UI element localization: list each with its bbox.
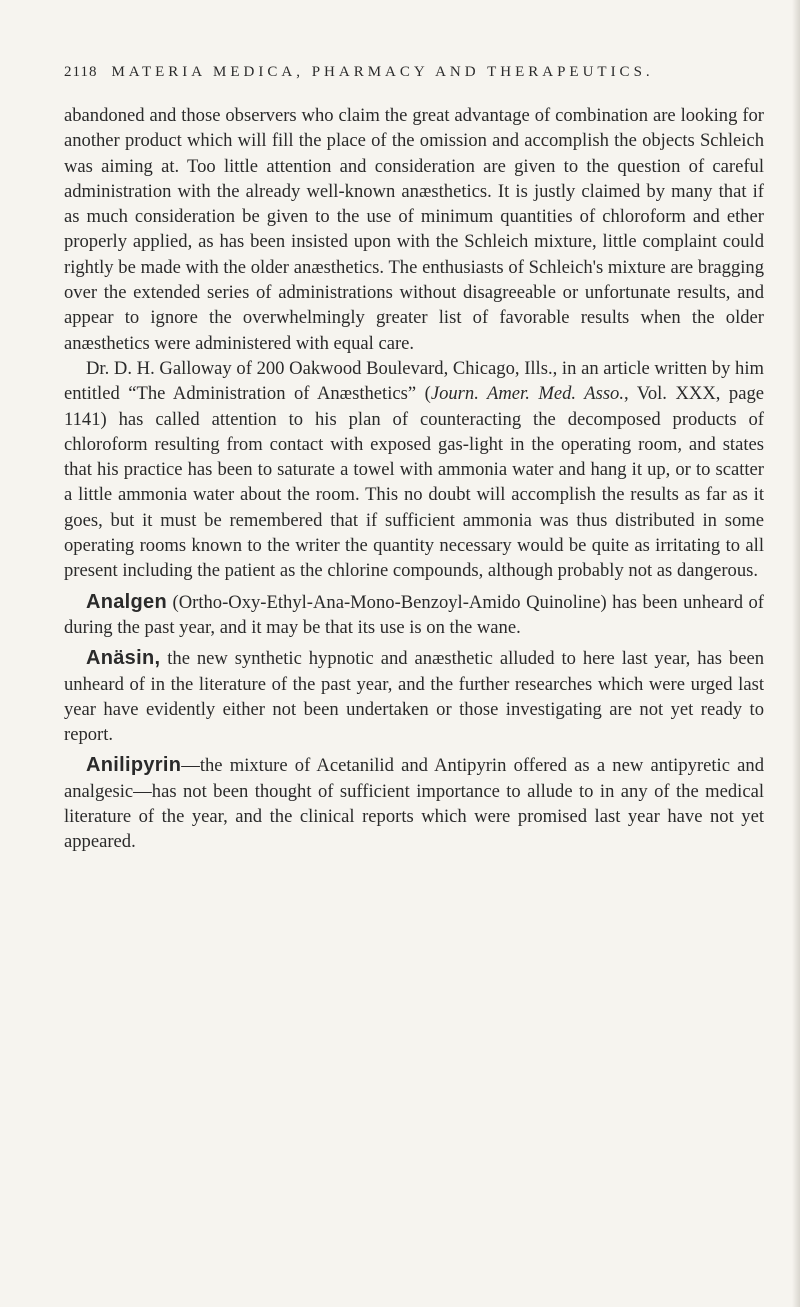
page-number: 2118 — [64, 64, 98, 80]
entry-anilipyrin — [64, 753, 764, 854]
entry-text: the new synthetic hypnotic and anæsthetic alluded to here last year, has been unheard of in the literature of the past year, and the further researches which were urged last year have evidently either not been undertaken or those investigating are not yet ready to report. — [64, 648, 764, 746]
page-edge-shadow — [792, 0, 800, 1307]
entry-term: Anilipyrin — [86, 754, 182, 777]
entry-text: (Ortho-Oxy-Ethyl-Ana-Mono-Benzoyl-Amido Quinoline) has been unheard of during the past year, and it may be that its use is on the wane. — [64, 591, 764, 638]
entry-text: —the mixture of Acetanilid and Antipyrin offered as a new antipyretic and analgesic—has not been thought of sufficient importance to allude to in any of the medical literature of the year, and the clinical reports which were promised last year have not yet appeared. — [64, 755, 764, 853]
entry-anasin — [64, 646, 764, 747]
book-page — [64, 64, 764, 855]
entry-analgen — [64, 590, 764, 641]
running-title: MATERIA MEDICA, PHARMACY AND THERAPEUTICS. — [111, 64, 654, 80]
running-head — [64, 64, 764, 81]
paragraph-text: Dr. D. H. Galloway of 200 Oakwood Boulevard, Chicago, Ills., in an article written by him entitled “The Administration of Anæsthetics” ( — [64, 357, 764, 405]
paragraph-galloway — [64, 356, 764, 584]
journal-citation: Journ. Amer. Med. Asso. — [430, 383, 624, 405]
entry-term: Anäsin, — [86, 647, 161, 670]
paragraph-text: , Vol. XXX, page 1141) has called attention to his plan of counteracting the decomposed products of chloroform resulting from contact with exposed gas-light in the operating room, and states that his practice has been to saturate a towel with ammonia water and hang it up, or to scatter a little ammonia water about the room. This no doubt will accomplish the results as far as it goes, but it must be remembered that if sufficient ammonia was thus distributed in some operating rooms known to the writer the quantity necessary would be quite as irritating to all present including the patient as the chlorine compounds, although probably not as dangerous. — [64, 383, 764, 582]
entry-term: Analgen — [86, 590, 167, 613]
paragraph-continuation: abandoned and those observers who claim the great advantage of combination are looking for another product which will fill the place of the omission and accomplish the objects Schleich was aiming at. Too little attention and consideration are given to the question of careful administration with the already well-known anæsthetics. It is justly claimed by many that if as much consideration be given to the use of minimum quantities of chloroform and ether properly applied, as has been insisted upon with the Schleich mixture, little complaint could rightly be made with the older anæsthetics. The enthusiasts of Schleich's mixture are bragging over the extended series of administrations without disagreeable or unfortunate results, and appear to ignore the overwhelmingly greater list of favorable results when the older anæsthetics were administered with equal care. — [64, 105, 764, 354]
